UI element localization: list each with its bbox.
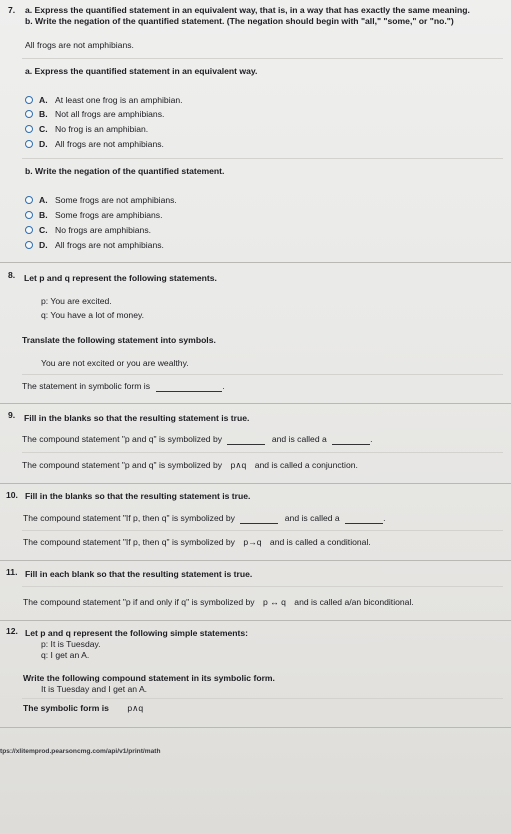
q7-instruction-b: b. Write the negation of the quantified statement. (The negation should begin with "all," "some," or "no.") [25, 16, 454, 26]
option-text: Some frogs are amphibians. [55, 210, 163, 220]
divider [22, 58, 503, 59]
divider [22, 586, 503, 587]
radio-button[interactable] [25, 226, 33, 234]
q8-answer-line [22, 381, 225, 392]
q7a-option-b[interactable] [25, 109, 164, 119]
q8-statement-p: p: You are excited. [41, 296, 112, 306]
q8-statement: You are not excited or you are wealthy. [41, 358, 189, 368]
q10-line1-mid: and is called a [284, 513, 340, 523]
q10-line1-text: The compound statement "If p, then q" is symbolized by [23, 513, 235, 523]
q7b-option-b[interactable] [25, 210, 162, 220]
option-text: Not all frogs are amphibians. [55, 109, 165, 119]
q9-answer-symbol: p∧q [230, 460, 247, 470]
q12-answer-line [23, 703, 143, 714]
q12-statement: It is Tuesday and I get an A. [41, 684, 148, 694]
q8-number: 8. [8, 270, 16, 280]
q7b-option-c[interactable] [25, 225, 151, 235]
option-letter: A. [39, 195, 48, 205]
divider [22, 530, 503, 531]
q10-answer-word: conditional. [327, 537, 371, 547]
radio-button[interactable] [25, 110, 33, 118]
q7-statement: All frogs are not amphibians. [25, 40, 134, 50]
q8-translate-instruction: Translate the following statement into symbols. [22, 335, 216, 345]
radio-button[interactable] [25, 140, 33, 148]
q12-answer-symbol: p∧q [127, 703, 144, 713]
q11-line-text: The compound statement "p if and only if q" is symbolized by [23, 597, 255, 607]
q7b-option-d[interactable] [25, 240, 164, 250]
q7-part-a-prompt: a. Express the quantified statement in an equivalent way. [25, 66, 258, 76]
question-divider [0, 262, 511, 263]
q9-number: 9. [8, 410, 16, 420]
q9-line-2 [22, 460, 358, 471]
footer-url: tps://xlitemprod.pearsoncmg.com/api/v1/print/math [0, 748, 161, 755]
q9-line1-text: The compound statement "p and q" is symbolized by [22, 434, 223, 444]
radio-button[interactable] [25, 96, 33, 104]
q7-instruction-a: a. Express the quantified statement in an equivalent way, that is, in a way that has exactly the same meaning. [25, 5, 470, 15]
option-text: All frogs are not amphibians. [55, 139, 164, 149]
q7-part-b-prompt: b. Write the negation of the quantified statement. [25, 166, 225, 176]
q10-name-blank[interactable] [345, 513, 386, 524]
q10-answer-symbol: p→q [243, 537, 262, 547]
q9-answer-word: conjunction. [312, 460, 358, 470]
q12-statement-p: p: It is Tuesday. [41, 639, 101, 649]
q7a-option-d[interactable] [25, 139, 164, 149]
divider [22, 698, 503, 699]
q8-intro: Let p and q represent the following statements. [24, 273, 217, 283]
q8-statement-q: q: You have a lot of money. [41, 310, 145, 320]
q12-answer-label: The symbolic form is [23, 703, 109, 713]
option-letter: D. [39, 240, 48, 250]
q9-symbol-blank[interactable] [227, 435, 265, 445]
q10-number: 10. [6, 490, 18, 500]
q9-line-1 [22, 434, 373, 445]
q8-answer-blank[interactable] [156, 381, 225, 392]
q11-intro: Fill in each blank so that the resulting statement is true. [25, 569, 253, 579]
option-text: No frog is an amphibian. [55, 124, 149, 134]
q7a-option-c[interactable] [25, 124, 148, 134]
q10-symbol-blank[interactable] [240, 514, 278, 524]
q11-answer-word: biconditional. [363, 597, 414, 607]
question-divider [0, 727, 511, 728]
option-text: No frogs are amphibians. [55, 225, 152, 235]
q9-line2-mid: and is called a [254, 460, 310, 470]
question-divider [0, 560, 511, 561]
q11-answer-symbol: p ↔ q [262, 597, 286, 607]
q10-line2-text: The compound statement "If p, then q" is symbolized by [23, 537, 235, 547]
radio-button[interactable] [25, 196, 33, 204]
option-letter: B. [39, 109, 48, 119]
question-divider [0, 620, 511, 621]
q12-write-instruction: Write the following compound statement in its symbolic form. [23, 673, 275, 683]
q11-number: 11. [6, 567, 18, 577]
q9-line1-mid: and is called a [271, 434, 327, 444]
q8-answer-label: The statement in symbolic form is [22, 381, 150, 391]
option-text: At least one frog is an amphibian. [55, 95, 183, 105]
period: . [383, 513, 386, 523]
q7-number: 7. [8, 5, 16, 15]
q7b-option-a[interactable] [25, 195, 177, 205]
period: . [370, 434, 373, 444]
option-letter: A. [39, 95, 48, 105]
period: . [222, 381, 225, 391]
q12-number: 12. [6, 626, 18, 636]
q9-intro: Fill in the blanks so that the resulting statement is true. [24, 413, 250, 423]
question-divider [0, 403, 511, 404]
option-letter: C. [39, 225, 48, 235]
q10-intro: Fill in the blanks so that the resulting statement is true. [25, 491, 251, 501]
radio-button[interactable] [25, 241, 33, 249]
option-letter: D. [39, 139, 48, 149]
q10-line2-mid: and is called a [269, 537, 325, 547]
q10-line-1 [23, 513, 386, 524]
radio-button[interactable] [25, 211, 33, 219]
q11-line-mid: and is called a/an [294, 597, 362, 607]
q10-line-2 [23, 537, 371, 548]
option-letter: C. [39, 124, 48, 134]
q9-line2-text: The compound statement "p and q" is symbolized by [22, 460, 223, 470]
option-letter: B. [39, 210, 48, 220]
q7a-option-a[interactable] [25, 95, 183, 105]
option-text: All frogs are not amphibians. [55, 240, 164, 250]
radio-button[interactable] [25, 125, 33, 133]
divider [22, 452, 503, 453]
divider [22, 158, 503, 159]
divider [22, 374, 503, 375]
q12-intro: Let p and q represent the following simple statements: [25, 628, 248, 638]
q9-name-blank[interactable] [332, 434, 373, 445]
q11-line [23, 597, 414, 608]
question-divider [0, 483, 511, 484]
option-text: Some frogs are not amphibians. [55, 195, 177, 205]
q12-statement-q: q: I get an A. [41, 650, 90, 660]
